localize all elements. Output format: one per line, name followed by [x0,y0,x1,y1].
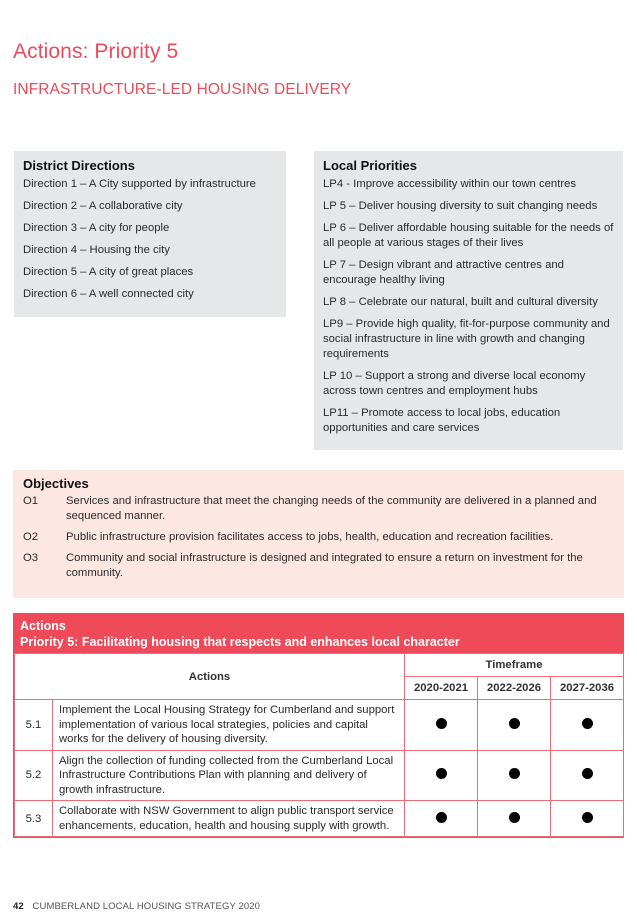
actions-table [14,653,624,837]
priority-item: LP 7 – Design vibrant and attractive centres and encourage healthy living [323,259,564,286]
document-title: CUMBERLAND LOCAL HOUSING STRATEGY 2020 [32,901,260,912]
objective-text: Community and social infrastructure is designed and integrated to ensure a return on investment for the community. [66,552,583,579]
timeframe-cell [405,750,478,801]
objective-text: Services and infrastructure that meet the changing needs of the community are delivered in a planned and sequenced manner. [66,495,597,522]
table-row [15,801,624,837]
objective-row [23,530,614,545]
period-header: 2022-2026 [478,677,551,700]
direction-item: Direction 3 – A city for people [23,222,170,234]
local-priorities-heading: Local Priorities [323,158,417,173]
timeframe-cell [551,801,624,837]
direction-item: Direction 5 – A city of great places [23,266,194,278]
local-priorities-box [314,151,623,450]
direction-item: Direction 2 – A collaborative city [23,200,183,212]
action-number: 5.1 [15,700,53,751]
direction-item: Direction 1 – A City supported by infrastructure [23,178,256,190]
objective-row [23,494,614,524]
district-directions-heading: District Directions [23,158,135,173]
period-header: 2020-2021 [405,677,478,700]
period-header: 2027-2036 [551,677,624,700]
objectives-box [13,470,624,598]
bullet-dot-icon [436,768,447,779]
timeframe-column-header: Timeframe [405,654,624,677]
actions-header-title: Actions [20,619,66,633]
actions-header-priority: Priority 5: Facilitating housing that respects and enhances local character [20,635,460,649]
timeframe-cell [405,801,478,837]
objective-text: Public infrastructure provision facilitates access to jobs, health, education and recreation facilities. [66,531,554,543]
timeframe-cell [478,700,551,751]
priority-item: LP4 - Improve accessibility within our town centres [323,178,577,190]
priority-item: LP11 – Promote access to local jobs, education opportunities and care services [323,407,561,434]
actions-column-header: Actions [15,654,405,700]
bullet-dot-icon [582,812,593,823]
timeframe-cell [478,801,551,837]
action-number: 5.2 [15,750,53,801]
actions-table-header [14,614,623,653]
objective-row [23,551,614,581]
action-description: Align the collection of funding collected from the Cumberland Local Infrastructure Contributions Plan with planning and delivery of growth infrastructure. [53,750,405,801]
bullet-dot-icon [509,812,520,823]
priority-item: LP 10 – Support a strong and diverse local economy across town centres and employment hubs [323,370,586,397]
table-row [15,700,624,751]
objective-id: O3 [23,552,39,564]
priority-item: LP 6 – Deliver affordable housing suitable for the needs of all people at various stages of their lives [323,222,614,249]
timeframe-cell [551,700,624,751]
page-footer [13,901,260,912]
bullet-dot-icon [436,718,447,729]
objective-id: O1 [23,495,39,507]
priority-item: LP9 – Provide high quality, fit-for-purpose community and social infrastructure in line with growth and changing requirements [323,318,610,360]
district-directions-box [14,151,286,317]
action-description: Collaborate with NSW Government to align public transport service enhancements, education, health and housing supply with growth. [53,801,405,837]
table-row [15,750,624,801]
objectives-heading: Objectives [23,476,89,491]
direction-item: Direction 4 – Housing the city [23,244,170,256]
action-number: 5.3 [15,801,53,837]
actions-table-section [13,613,624,838]
bullet-dot-icon [509,718,520,729]
timeframe-cell [551,750,624,801]
direction-item: Direction 6 – A well connected city [23,288,194,300]
bullet-dot-icon [509,768,520,779]
bullet-dot-icon [436,812,447,823]
priority-item: LP 5 – Deliver housing diversity to suit changing needs [323,200,598,212]
page-subtitle: INFRASTRUCTURE-LED HOUSING DELIVERY [13,81,352,98]
page-number: 42 [13,901,24,912]
bullet-dot-icon [582,718,593,729]
action-description: Implement the Local Housing Strategy for Cumberland and support implementation of various local strategies, policies and capital works for the delivery of housing diversity. [53,700,405,751]
timeframe-cell [478,750,551,801]
timeframe-cell [405,700,478,751]
page-title: Actions: Priority 5 [13,40,179,63]
bullet-dot-icon [582,768,593,779]
priority-item: LP 8 – Celebrate our natural, built and cultural diversity [323,296,598,308]
objective-id: O2 [23,531,39,543]
